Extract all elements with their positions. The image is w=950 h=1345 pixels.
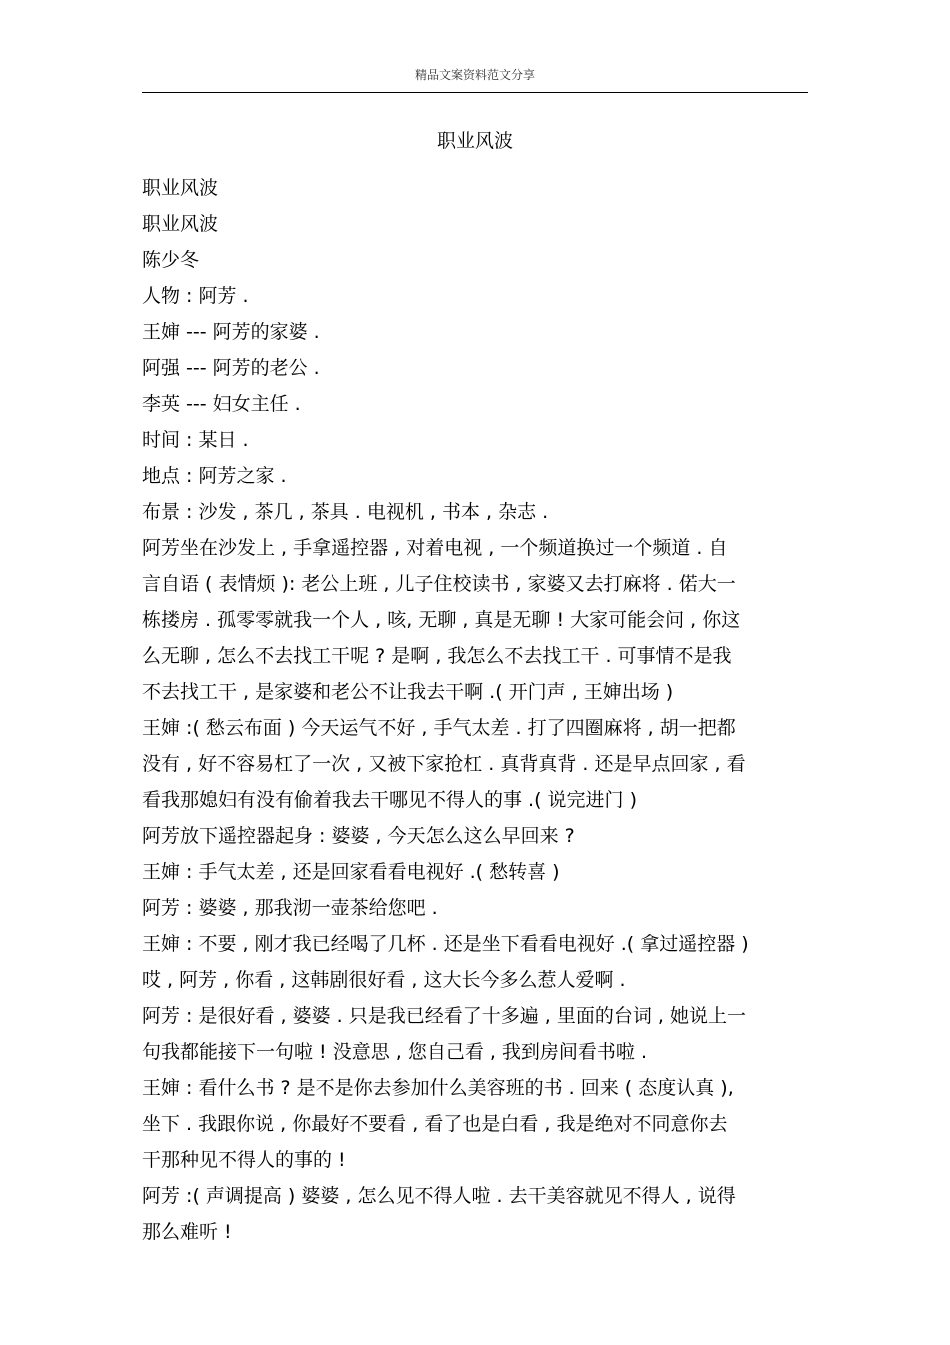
body-line: 王婶 :( 愁云布面 ) 今天运气不好 , 手气太差 . 打了四圈麻将 , 胡一把都 bbox=[142, 717, 736, 739]
body-line: 布景 : 沙发 , 茶几 , 茶具 . 电视机 , 书本 , 杂志 . bbox=[142, 501, 549, 523]
body-line: 么无聊 , 怎么不去找工干呢 ? 是啊 , 我怎么不去找工干 . 可事情不是我 bbox=[142, 645, 732, 667]
body-line: 干那种见不得人的事的 ! bbox=[142, 1149, 346, 1171]
body-line: 没有 , 好不容易杠了一次 , 又被下家抢杠 . 真背真背 . 还是早点回家 , 看 bbox=[142, 753, 746, 775]
body-line: 职业风波 bbox=[142, 213, 219, 235]
body-line: 阿芳 : 婆婆 , 那我沏一壶茶给您吧 . bbox=[142, 897, 438, 919]
body-line: 王婶 --- 阿芳的家婆 . bbox=[142, 321, 320, 343]
body-line: 时间 : 某日 . bbox=[142, 429, 249, 451]
document-title: 职业风波 bbox=[436, 130, 513, 152]
body-line: 李英 --- 妇女主任 . bbox=[142, 393, 301, 415]
body-line: 哎 , 阿芳 , 你看 , 这韩剧很好看 , 这大长今多么惹人爱啊 . bbox=[142, 969, 626, 991]
body-line: 陈少冬 bbox=[142, 249, 200, 271]
body-line: 职业风波 bbox=[142, 177, 219, 199]
body-line: 言自语 ( 表情烦 ): 老公上班 , 儿子住校读书 , 家婆又去打麻将 . 偌大一 bbox=[142, 573, 736, 595]
body-line: 王婶 : 不要 , 刚才我已经喝了几杯 . 还是坐下看看电视好 .( 拿过遥控器 ) bbox=[142, 933, 749, 955]
body-line: 那么难听 ! bbox=[142, 1221, 232, 1243]
body-line: 王婶 : 手气太差 , 还是回家看看电视好 .( 愁转喜 ) bbox=[142, 861, 560, 883]
body-line: 王婶 : 看什么书 ? 是不是你去参加什么美容班的书 . 回来 ( 态度认真 ), bbox=[142, 1077, 734, 1099]
body-line: 阿强 --- 阿芳的老公 . bbox=[142, 357, 320, 379]
document-body bbox=[142, 170, 827, 1250]
body-line: 阿芳 :( 声调提高 ) 婆婆 , 怎么见不得人啦 . 去干美容就见不得人 , 说得 bbox=[142, 1185, 736, 1207]
body-line: 看我那媳妇有没有偷着我去干哪见不得人的事 .( 说完进门 ) bbox=[142, 789, 637, 811]
body-line: 不去找工干 , 是家婆和老公不让我去干啊 .( 开门声 , 王婶出场 ) bbox=[142, 681, 674, 703]
body-line: 阿芳 : 是很好看 , 婆婆 . 只是我已经看了十多遍 , 里面的台词 , 她说上一 bbox=[142, 1005, 746, 1027]
body-line: 阿芳坐在沙发上 , 手拿遥控器 , 对着电视 , 一个频道换过一个频道 . 自 bbox=[142, 537, 728, 559]
body-line: 人物 : 阿芳 . bbox=[142, 285, 249, 307]
page-header bbox=[142, 60, 808, 93]
header-text: 精品文案资料范文分享 bbox=[414, 68, 535, 82]
body-line: 栋搂房 . 孤零零就我一个人 , 咳, 无聊 , 真是无聊 ! 大家可能会问 , 你这 bbox=[142, 609, 741, 631]
body-line: 坐下 . 我跟你说 , 你最好不要看 , 看了也是白看 , 我是绝对不同意你去 bbox=[142, 1113, 728, 1135]
body-line: 句我都能接下一句啦 ! 没意思 , 您自己看 , 我到房间看书啦 . bbox=[142, 1041, 648, 1063]
body-line: 阿芳放下遥控器起身 : 婆婆 , 今天怎么这么早回来 ? bbox=[142, 825, 575, 847]
body-line: 地点 : 阿芳之家 . bbox=[142, 465, 287, 487]
